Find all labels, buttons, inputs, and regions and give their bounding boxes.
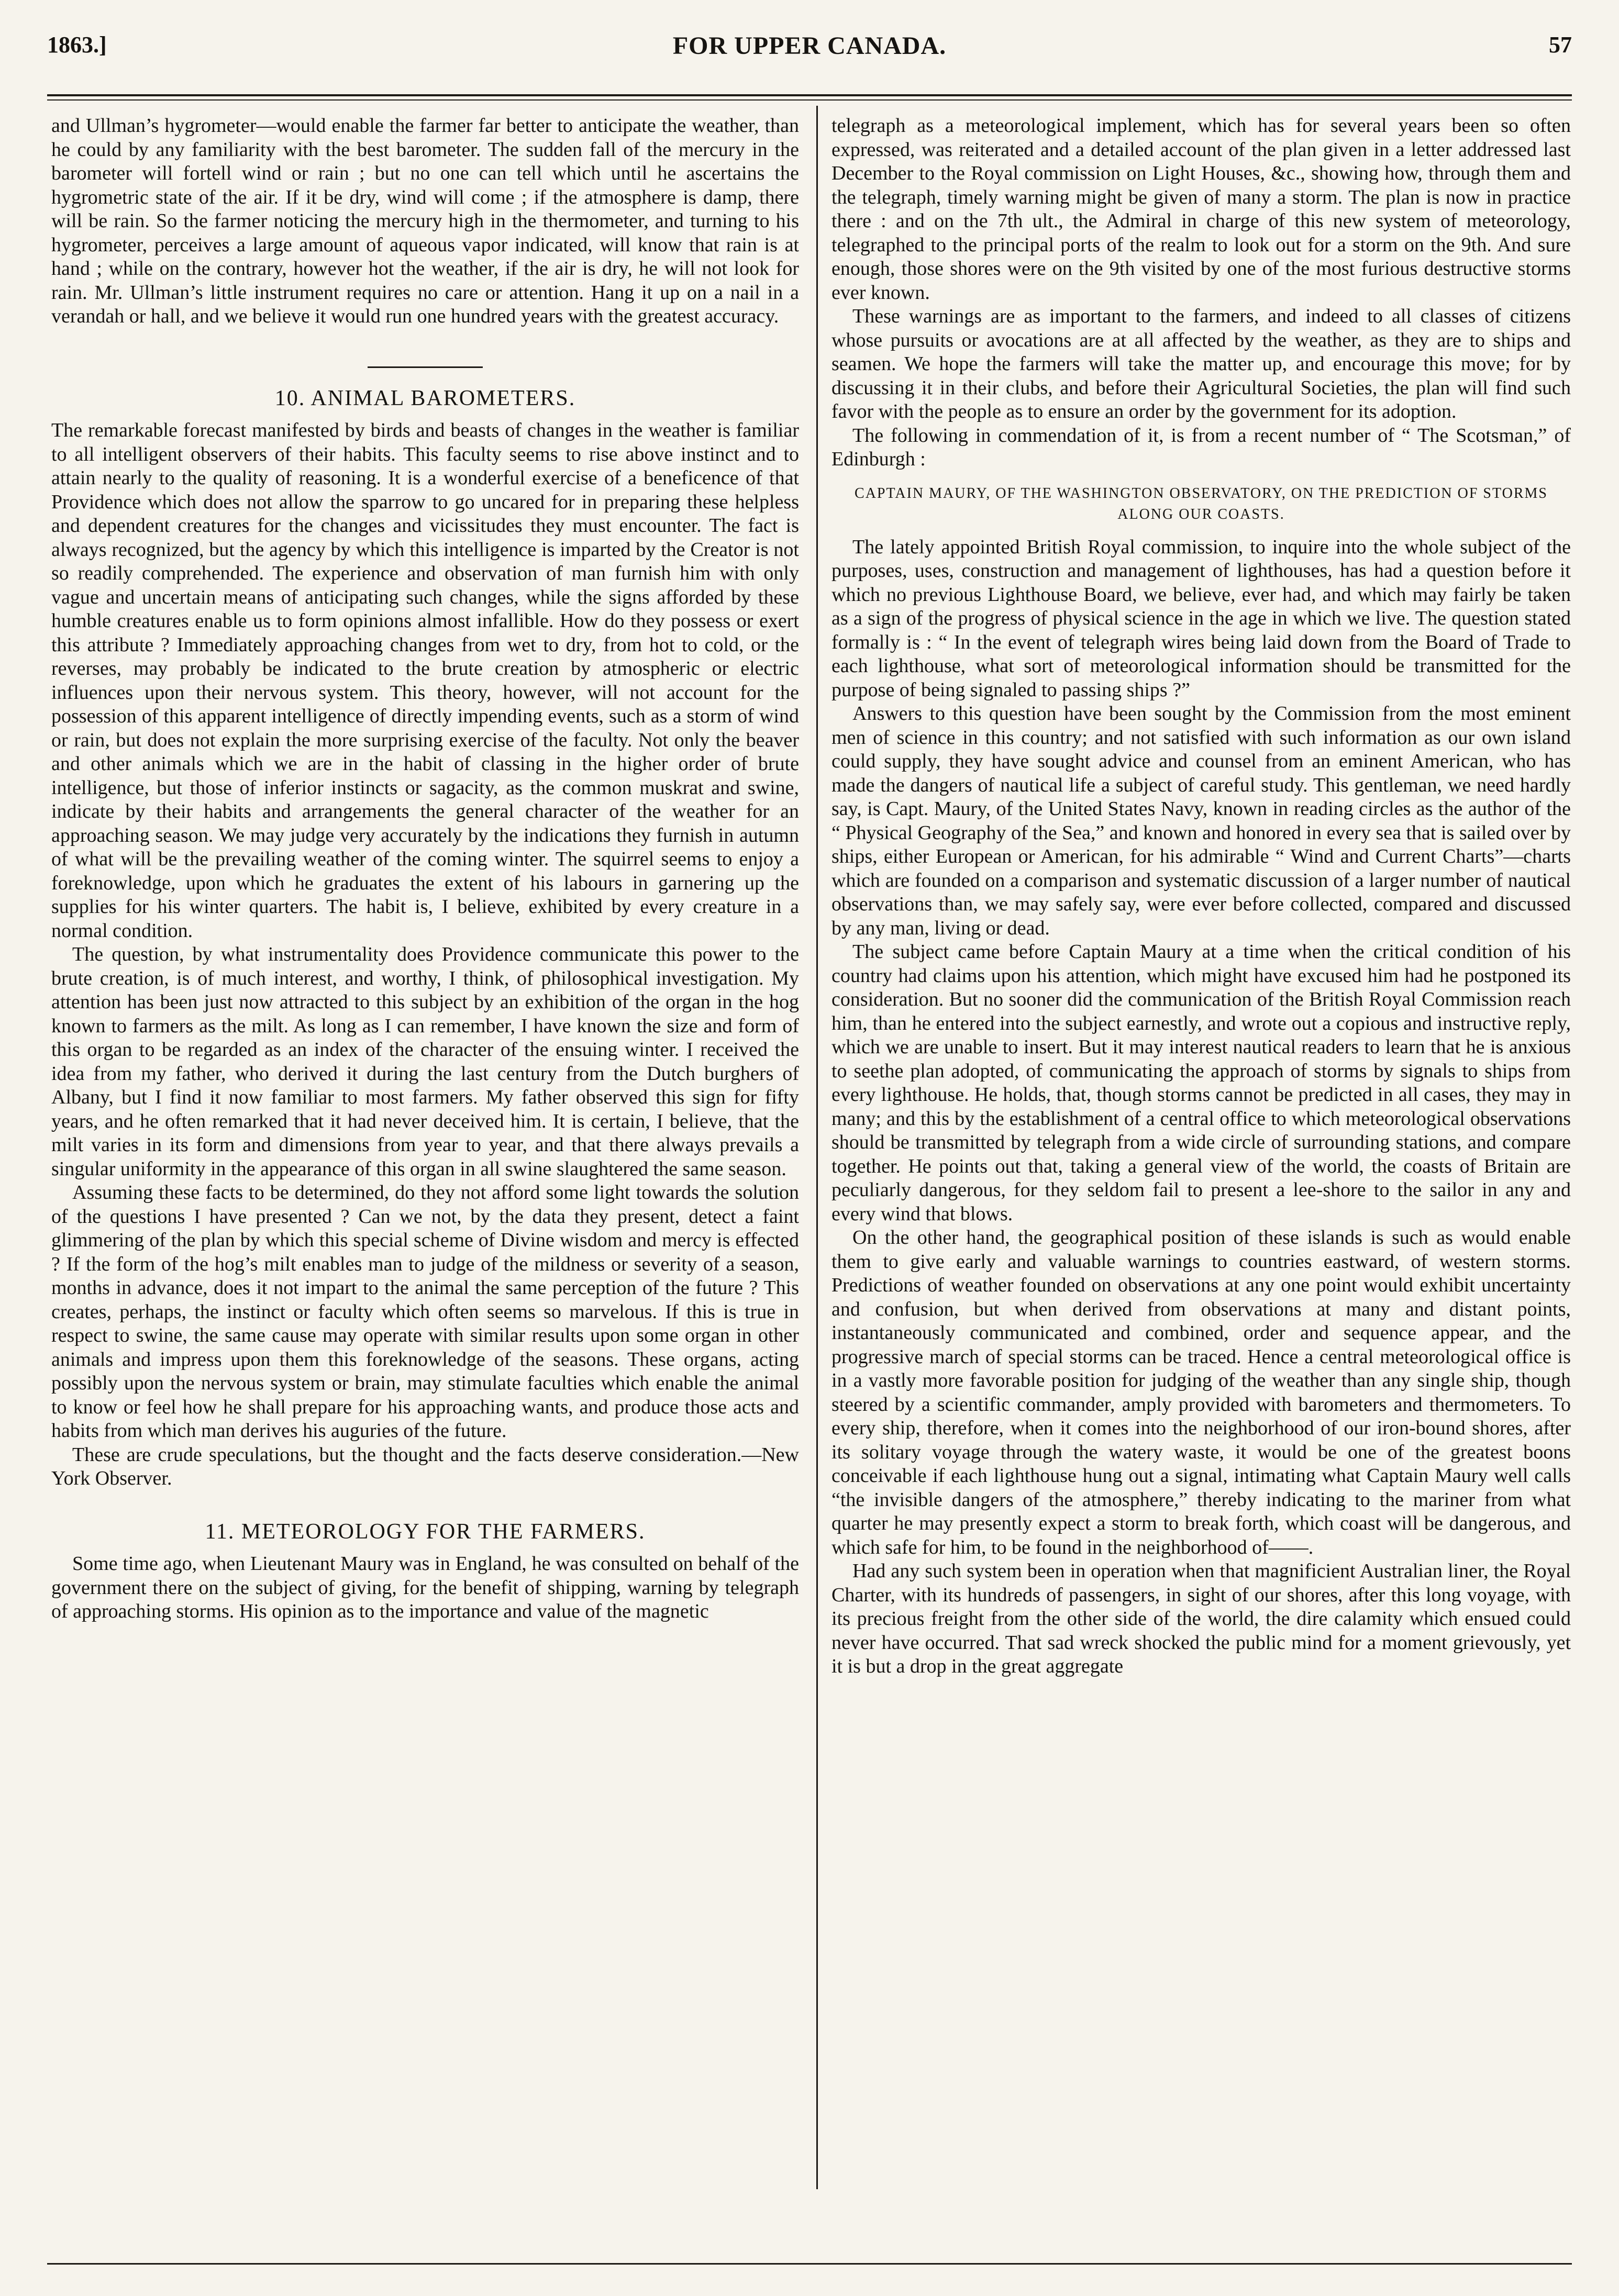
paragraph: Answers to this question have been sought by the Commission from the most eminent men of science in this country; and not satisfied with such information as our own island could supply, they have sought advice and counsel from an eminent American, who has made the dangers of nautical life a subject of careful study. This gentleman, we need hardly say, is Capt. Maury, of the United States Navy, known in reading circles as the author of the “ Physical Geography of the Sea,” and known and honored in every sea that is sailed over by ships, either European or American, for his admirable “ Wind and Current Charts”—charts which are founded on a comparison and systematic discussion of a larger number of nautical observations than, we may safely say, were ever before collected, compared and discussed by any man, living or dead.	[831, 703, 1571, 939]
paragraph: On the other hand, the geographical position of these islands is such as would enable them to give early and valuable warnings to countries eastward, of western storms. Predictions of weather founded on observations at any one point would exhibit uncertainty and confusion, but when derived from observations at many and distant points, instantaneously communicated and combined, order and sequence appear, and the progressive march of special storms can be traced. Hence a central meteorological office is in a vastly more favorable position for judging of the weather than any single ship, though steered by a scientific commander, amply provided with barometers and thermometers. To every ship, therefore, when it comes into the neighborhood of our iron-bound shores, after its solitary voyage through the watery waste, it would be one of the greatest boons conceivable if each lighthouse hung out a signal, intimating what Captain Maury well calls “the invisible dangers of the atmosphere,” thereby indicating to the mariner from what quarter he may presently expect a storm to break forth, which coast will be dangerous, and which safe for him, to be found in the neighborhood of——.	[831, 1227, 1571, 1558]
left-column	[51, 114, 799, 2191]
paragraph: The question, by what instrumentality does Providence communicate this power to the brute creation, is of much interest, and worthy, I think, of philosophical investigation. My attention has been just now attracted to this subject by an exhibition of the organ in the hog known to farmers as the milt. As long as I can remember, I have known the size and form of this organ to be regarded as an index of the character of the ensuing winter. I received the idea from my father, who derived it during the last century from the Dutch burghers of Albany, but I find it now familiar to most farmers. My father observed this sign for fifty years, and he often remarked that it had never deceived him. It is certain, I believe, that the milt varies in its form and dimensions from year to year, and that there always prevails a singular uniformity in the appearance of this organ in all swine slaughtered the same season.	[51, 943, 799, 1180]
paragraph: These warnings are as important to the farmers, and indeed to all classes of citizens whose pursuits or avocations are at all affected by the weather, as they are to ships and seamen. We hope the farmers will take the matter up, and encourage this move; for by discussing it in their clubs, and before their Agricultural Societies, the plan will find such favor with the people as to ensure an order by the government for its adoption.	[831, 305, 1571, 422]
paragraph-continued: telegraph as a meteorological implement, which has for several years been so often expressed, was reiterated and a detailed account of the plan given in a letter addressed last December to the Royal commission on Light Houses, &c., showing how, through them and the telegraph, timely warning might be given of many a storm. The plan is now in practice there : and on the 7th ult., the Admiral in charge of this new system of meteorology, telegraphed to the principal ports of the realm to look out for a storm on the 9th. And sure enough, those shores were on the 9th visited by one of the most furious destructive storms ever known.	[831, 115, 1571, 304]
paragraph: The following in commendation of it, is from a recent number of “ The Scotsman,” of Edinburgh :	[831, 424, 1571, 470]
paragraph-source: These are crude speculations, but the thought and the facts deserve consideration.—New York Observer.	[51, 1443, 799, 1489]
page-year: 1863.]	[47, 32, 107, 58]
section-separator	[368, 366, 483, 368]
section-heading-animal-barometers: 10. ANIMAL BAROMETERS.	[274, 386, 576, 410]
journal-title: FOR UPPER CANADA.	[672, 32, 947, 60]
paragraph: The subject came before Captain Maury at a time when the critical condition of his country had claims upon his attention, which might have excused him had he postponed its consideration. But no sooner did the communication of the British Royal Commission reach him, than he entered into the subject earnestly, and wrote out a copious and instructive reply, which we are unable to insert. But it may interest nautical readers to learn that he is anxious to seethe plan adopted, of communicating the approach of storms by signals to ships from every lighthouse. He holds, that, though storms cannot be predicted in all cases, they may in many; and this by the establishment of a central office to which meteorological observations should be transmitted by telegraph from a wide circle of surrounding stations, and compare together. He points out that, taking a general view of the world, the coasts of Britain are peculiarly dangerous, for they seldom fail to present a lee-shore to the sailor in any and every wind that blows.	[831, 941, 1571, 1225]
section-heading-meteorology: 11. METEOROLOGY FOR THE FARMERS.	[205, 1519, 646, 1544]
header-rule-thin	[47, 99, 1572, 101]
paragraph: Had any such system been in operation when that magnificient Australian liner, the Royal Charter, with its hundreds of passengers, in sight of our shores, after this long voyage, with its precious freight from the other side of the world, the dire calamity which ensued could never have occurred. That sad wreck shocked the public mind for a moment grievously, yet it is but a drop in the great aggregate	[831, 1560, 1571, 1677]
header-rule-thick	[47, 94, 1572, 96]
footer-rule	[47, 2263, 1572, 2265]
paragraph: Some time ago, when Lieutenant Maury was in England, he was consulted on behalf of the government there on the subject of giving, for the benefit of shipping, warning by telegraph of approaching storms. His opinion as to the importance and value of the magnetic	[51, 1553, 799, 1622]
paragraph: The lately appointed British Royal commission, to inquire into the whole subject of the purposes, uses, construction and management of lighthouses, has had a question before it which no previous Lighthouse Board, we believe, ever had, and which may fairly be taken as a sign of the progress of physical science in the age in which we live. The question stated formally is : “ In the event of telegraph wires being laid down from the Board of Trade to each lighthouse, what sort of meteorological information should be transmitted for the purpose of being signaled to passing ships ?”	[831, 536, 1571, 701]
article-subheading: CAPTAIN MAURY, OF THE WASHINGTON OBSERVATORY, ON THE PREDICTION OF STORMS ALONG OUR COASTS.	[855, 485, 1548, 522]
page-number: 57	[1549, 32, 1572, 58]
running-head	[47, 31, 1572, 63]
right-column	[831, 114, 1571, 2191]
paragraph-hygrometer: and Ullman’s hygrometer—would enable the farmer far better to anticipate the weather, than he could by any familiarity with the best barometer. The sudden fall of the mercury in the barometer will fortell wind or rain ; but no one can tell which until he ascertains the hygrometric state of the air. If it be dry, wind will come ; if the atmosphere is damp, there will be rain. So the farmer noticing the mercury high in the thermometer, and turning to his hygrometer, perceives a large amount of aqueous vapor indicated, will know that rain is at hand ; while on the contrary, however hot the weather, if the air is dry, he will not look for rain. Mr. Ullman’s little instrument requires no care or attention. Hang it up on a nail in a verandah or hall, and we believe it would run one hundred years with the greatest accuracy.	[51, 115, 799, 327]
column-divider	[816, 106, 818, 2189]
paragraph: Assuming these facts to be determined, do they not afford some light towards the solution of the questions I have presented ? Can we not, by the data they present, detect a faint glimmering of the plan by which this special scheme of Divine wisdom and mercy is effected ? If the form of the hog’s milt enables man to judge of the mildness or severity of a season, months in advance, does it not impart to the animal the same perception of the future ? This creates, perhaps, the instinct or faculty which often seems so marvelous. If this is true in respect to swine, the same cause may operate with similar results upon some organ in other animals and impress upon them this foreknowledge of the seasons. These organs, acting possibly upon the nervous system or brain, may stimulate faculties which enable the animal to know or feel how he shall prepare for his approaching wants, and produce those acts and habits from which man derives his auguries of the future.	[51, 1182, 799, 1442]
paragraph: The remarkable forecast manifested by birds and beasts of changes in the weather is familiar to all intelligent observers of their habits. This faculty seems to rise above instinct and to attain nearly to the quality of reasoning. It is a wonderful exercise of a beneficence of that Providence which does not allow the sparrow to go uncared for in preparing these helpless and dependent creatures for the changes and vicissitudes they must encounter. The fact is always recognized, but the agency by which this intelligence is imparted by the Creator is not so readily comprehended. The experience and observation of man furnish him with only vague and uncertain means of anticipating such changes, while the signs afforded by these humble creatures enable us to form opinions almost infallible. How do they possess or exert this attribute ? Immediately approaching changes from wet to dry, from hot to cold, or the reverses, may probably be indicated to the brute creation by atmospheric or electric influences upon their nervous system. This theory, however, will not account for the possession of this apparent intelligence of directly impending events, such as a storm of wind or rain, but does not explain the more surprising exercise of the faculty. Not only the beaver and other animals which we are in the habit of classing in the higher order of brute intelligence, but those of inferior instincts or sagacity, as the common muskrat and swine, indicate by their habits and arrangements the general character of the weather for an approaching season. We may judge very accurately by the indications they furnish in autumn of what will be the prevailing weather of the coming winter. The squirrel seems to enjoy a foreknowledge, upon which he graduates the extent of his labours in garnering up the supplies for his winter quarters. The habit is, I believe, exhibited by every creature in a normal condition.	[51, 419, 799, 942]
